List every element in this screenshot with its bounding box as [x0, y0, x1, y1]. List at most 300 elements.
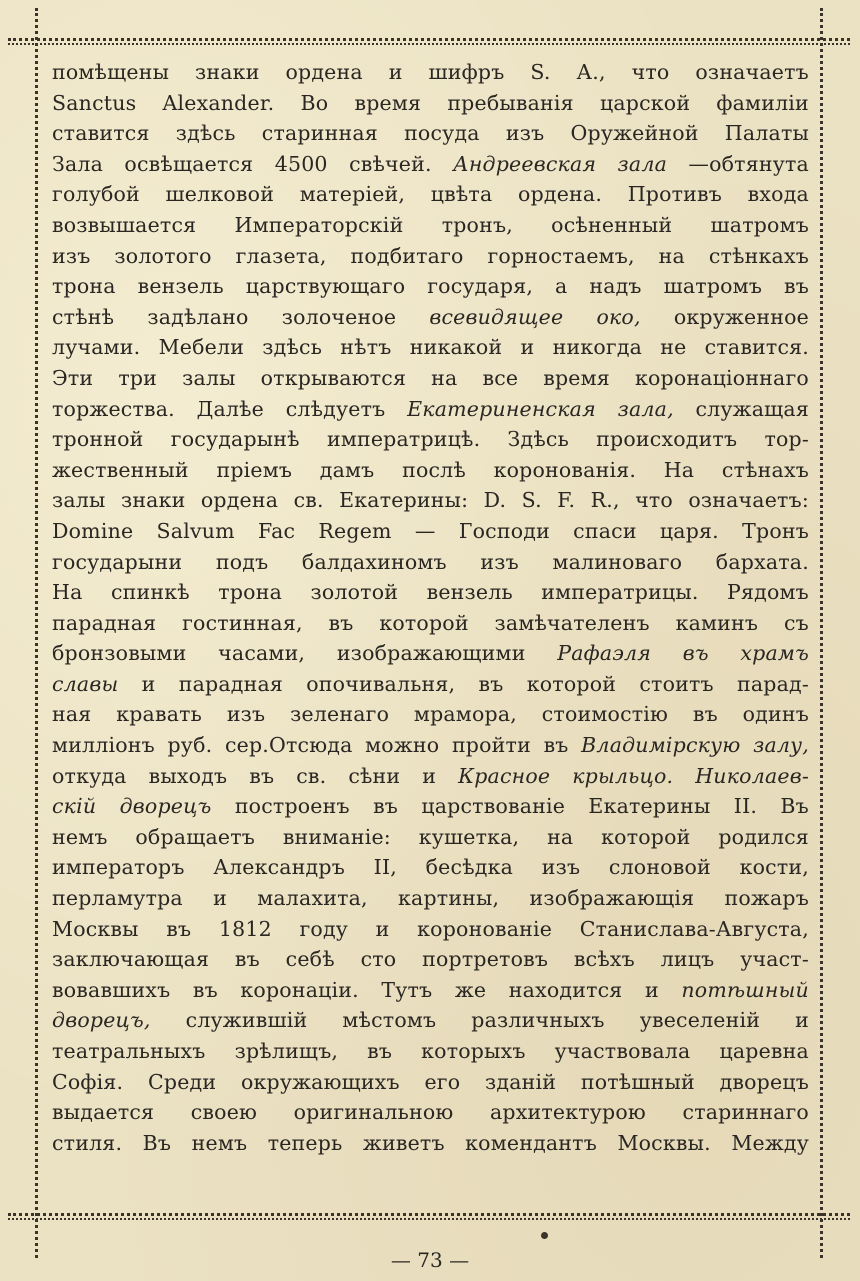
word: означаетъ: — [688, 488, 809, 513]
word: выдается — [52, 1100, 155, 1125]
word: коронованіе — [417, 916, 553, 941]
word: стиля. — [52, 1130, 123, 1155]
word: Господи — [458, 518, 550, 543]
word: находится — [508, 977, 623, 1002]
word: R., — [590, 488, 620, 513]
word: S. — [530, 60, 551, 84]
word: пребыванія — [447, 90, 574, 115]
page-number: — 73 — — [390, 1248, 470, 1272]
word: нѣтъ — [340, 335, 392, 360]
word: ордена. — [518, 182, 603, 207]
word: родился — [718, 824, 809, 849]
word: Здѣсь — [507, 427, 569, 452]
word: же — [454, 977, 487, 1002]
word: стоитъ — [639, 671, 714, 696]
body-text — [52, 57, 809, 1158]
word: фамиліи — [716, 90, 809, 115]
word: шелковой — [165, 182, 275, 207]
word: скій — [52, 794, 97, 819]
word: знаки — [195, 60, 260, 84]
word: можно — [365, 733, 440, 758]
word: милліонъ — [52, 733, 155, 758]
word: въ — [192, 977, 218, 1002]
word: послѣ — [402, 457, 466, 482]
word: участвовала — [554, 1039, 691, 1063]
word: построенъ — [234, 794, 350, 819]
text-line — [52, 363, 809, 394]
word: государынѣ — [170, 427, 300, 452]
text-line — [52, 883, 809, 914]
word: ордена — [285, 60, 363, 84]
word: малиноваго — [552, 549, 683, 574]
word: въ — [478, 671, 504, 696]
word: служащая — [695, 396, 809, 421]
word: цвѣта — [430, 182, 493, 207]
word: здѣсь — [262, 335, 323, 360]
word: ставится. — [704, 335, 809, 360]
word: пріемъ — [216, 457, 293, 482]
word: откуда — [52, 763, 127, 788]
word: и — [422, 763, 437, 788]
word: Александръ — [213, 855, 345, 880]
word: дамъ — [319, 457, 375, 482]
word: Софія. — [52, 1069, 124, 1094]
word: часами, — [218, 641, 306, 666]
word: задѣлано — [147, 304, 249, 329]
word: сѣни — [348, 763, 401, 788]
word: око, — [596, 304, 641, 329]
word: въ — [373, 794, 399, 819]
word: увеселеній — [639, 1008, 761, 1033]
word: замѣчателенъ — [494, 610, 650, 635]
word: стѣнкахъ — [708, 243, 809, 268]
word: императоръ — [52, 855, 185, 880]
word: шатромъ — [710, 212, 809, 237]
word: комендантъ — [465, 1130, 597, 1155]
word: свѣчей. — [349, 151, 432, 176]
word: въ — [328, 610, 354, 635]
word: II. — [733, 794, 758, 819]
word: крыльцо. — [572, 763, 674, 788]
text-line — [52, 761, 809, 792]
word: Николаев- — [695, 763, 809, 788]
word: время — [354, 90, 422, 115]
word: въ — [234, 947, 260, 972]
word: Красное — [458, 763, 551, 788]
word: осѣненный — [551, 212, 673, 237]
word: кости, — [739, 855, 809, 880]
word: слѣдуетъ — [285, 396, 386, 421]
word: своею — [190, 1100, 258, 1125]
word: зеленаго — [290, 702, 390, 727]
word: обращаетъ — [135, 824, 256, 849]
word: Мебели — [158, 335, 245, 360]
text-line — [52, 394, 809, 425]
word: парадная — [178, 671, 284, 696]
word: парад- — [737, 671, 809, 696]
word: вовавшихъ — [52, 977, 171, 1002]
word: шифръ — [428, 60, 505, 84]
word: служившій — [185, 1008, 308, 1033]
word: золотой — [310, 580, 399, 605]
word: государыни — [52, 549, 183, 574]
text-line — [52, 57, 809, 88]
text-line — [52, 516, 809, 547]
word: живетъ — [362, 1130, 445, 1155]
word: потѣшный — [681, 977, 809, 1002]
word: слоновой — [608, 855, 711, 880]
word: изображающія — [529, 886, 695, 911]
word: золоченое — [281, 304, 397, 329]
text-line — [52, 1067, 809, 1098]
word: что — [635, 488, 673, 513]
word: бронзовыми — [52, 641, 187, 666]
word: Зала — [52, 151, 104, 176]
word: съ — [783, 610, 809, 635]
word: а — [554, 274, 568, 299]
word: Владимірскую — [581, 733, 741, 758]
word: теперь — [267, 1130, 343, 1155]
text-line — [52, 914, 809, 945]
word: участ- — [740, 947, 809, 972]
word: Москвы. — [617, 1130, 711, 1155]
word: тронной — [52, 427, 144, 452]
word: на — [547, 824, 574, 849]
word: означаетъ — [695, 60, 809, 84]
word: его — [424, 1069, 461, 1094]
word: руб. — [167, 733, 213, 758]
word: всѣхъ — [573, 947, 635, 972]
word: и — [375, 916, 390, 941]
word: всевидящее — [429, 304, 564, 329]
word: время — [543, 365, 610, 390]
word: не — [660, 335, 687, 360]
word: лучами. — [52, 335, 141, 360]
word: изображающими — [336, 641, 526, 666]
word: залу, — [753, 733, 809, 758]
word: все — [482, 365, 519, 390]
text-line — [52, 730, 809, 761]
word: въ — [692, 702, 718, 727]
word: никакой — [409, 335, 503, 360]
word: коронованія. — [493, 457, 637, 482]
word: тор- — [764, 427, 809, 452]
word: F. — [557, 488, 576, 513]
word: перламутра — [52, 886, 183, 911]
text-line — [52, 699, 809, 730]
word: храмъ — [740, 641, 809, 666]
top-dotted-rule-inner — [8, 43, 850, 45]
word: малахита, — [257, 886, 368, 911]
word: изъ — [541, 855, 581, 880]
text-line — [52, 485, 809, 516]
word: въ — [249, 763, 275, 788]
word: царствующаго — [245, 274, 406, 299]
word: Екатериненская — [407, 396, 596, 421]
word: изъ — [52, 243, 91, 268]
word: коронаціи. — [240, 977, 359, 1002]
word: различныхъ — [471, 1008, 605, 1033]
word: которой — [601, 824, 691, 849]
text-line — [52, 88, 809, 119]
word: и — [213, 886, 227, 911]
word: вензель — [426, 580, 513, 605]
word: матеріей, — [299, 182, 406, 207]
word: Тронъ — [742, 518, 809, 543]
word: Эти — [52, 365, 94, 390]
word: св. — [296, 763, 327, 788]
word: Regem — [318, 518, 392, 543]
word: вниманіе: — [282, 824, 391, 849]
word: кушетка, — [418, 824, 520, 849]
word: золотого — [114, 243, 212, 268]
word: въ — [367, 1039, 393, 1063]
word: немъ — [191, 1130, 248, 1155]
word: архитектурою — [490, 1100, 646, 1125]
word: царствованіе — [421, 794, 566, 819]
word: Станислава-Августа, — [579, 916, 809, 941]
text-line — [52, 118, 809, 149]
word: спаси — [573, 518, 637, 543]
word: изъ — [505, 121, 545, 146]
word: подъ — [215, 549, 269, 574]
word: зала, — [617, 396, 674, 421]
word: каминъ — [675, 610, 759, 635]
word: которой — [379, 610, 469, 635]
word: пожаръ — [724, 886, 809, 911]
word: стоимостію — [541, 702, 669, 727]
word: въ — [783, 274, 809, 299]
word: заключающая — [52, 947, 210, 972]
word: Андреевская — [453, 151, 597, 176]
word: ная — [52, 702, 92, 727]
word: трона — [52, 274, 116, 299]
word: мѣстомъ — [342, 1008, 437, 1033]
word: 1812 — [218, 916, 272, 941]
word: дворецъ, — [52, 1008, 151, 1033]
word: знаки — [120, 488, 186, 513]
word: торжества. — [52, 396, 175, 421]
word: балдахиномъ — [301, 549, 447, 574]
word: лицъ — [660, 947, 715, 972]
word: Далѣе — [196, 396, 265, 421]
word: сер.Отсюда — [224, 733, 353, 758]
text-line — [52, 1128, 809, 1159]
text-line — [52, 791, 809, 822]
word: ордена — [200, 488, 279, 513]
text-line — [52, 302, 809, 333]
word: императрицѣ. — [326, 427, 481, 452]
word: изъ — [480, 549, 519, 574]
word: году — [299, 916, 349, 941]
word: Fac — [258, 518, 296, 543]
word: и — [141, 671, 156, 696]
word: стѣнахъ — [721, 457, 809, 482]
word: изъ — [226, 702, 266, 727]
word: II, — [373, 855, 397, 880]
text-line — [52, 332, 809, 363]
word: и — [388, 60, 403, 84]
text-line — [52, 271, 809, 302]
word: Рафаэля — [557, 641, 652, 666]
word: никогда — [552, 335, 643, 360]
text-line — [52, 547, 809, 578]
word: зрѣлищъ, — [234, 1039, 339, 1063]
word: залы — [52, 488, 106, 513]
word: Палаты — [724, 121, 809, 146]
word: А., — [576, 60, 606, 84]
word: старинная — [261, 121, 378, 146]
word: мрамора, — [413, 702, 517, 727]
word: три — [118, 365, 158, 390]
word: происходитъ — [596, 427, 738, 452]
word: надъ — [589, 274, 642, 299]
text-line — [52, 424, 809, 455]
text-line — [52, 149, 809, 180]
word: что — [631, 60, 670, 84]
word: царевна — [719, 1039, 809, 1063]
word: стариннаго — [682, 1100, 809, 1125]
word: на — [658, 243, 685, 268]
word: бесѣдка — [425, 855, 514, 880]
word: окруженное — [673, 304, 809, 329]
ink-dot — [541, 1232, 548, 1239]
text-line — [52, 852, 809, 883]
word: открываются — [260, 365, 407, 390]
bottom-dotted-rule-inner — [8, 1218, 850, 1220]
word: парадная — [52, 610, 157, 635]
word: портретовъ — [422, 947, 549, 972]
word: Sanctus — [52, 90, 137, 115]
word: посуда — [404, 121, 480, 146]
word: одинъ — [742, 702, 809, 727]
word: Между — [731, 1130, 809, 1155]
word: театральныхъ — [52, 1039, 206, 1063]
word: зданій — [485, 1069, 557, 1094]
word: царя. — [659, 518, 719, 543]
top-dotted-rule — [8, 38, 850, 41]
word: ставится — [52, 121, 150, 146]
word: опочивальня, — [306, 671, 456, 696]
word: коронаціоннаго — [634, 365, 809, 390]
word: окружающихъ — [240, 1069, 400, 1094]
word: Екатерины: — [339, 488, 469, 513]
word: здѣсь — [175, 121, 236, 146]
word: Екатерины — [588, 794, 711, 819]
word: потѣшный — [580, 1069, 695, 1094]
word: и — [795, 1008, 809, 1033]
word: зала — [617, 151, 668, 176]
word: — — [414, 518, 436, 543]
word: которыхъ — [421, 1039, 526, 1063]
word: трона — [218, 580, 282, 605]
word: вензель — [137, 274, 224, 299]
text-line — [52, 944, 809, 975]
word: Salvum — [156, 518, 235, 543]
word: голубой — [52, 182, 140, 207]
word: Во — [300, 90, 329, 115]
word: Рядомъ — [727, 580, 809, 605]
text-line — [52, 577, 809, 608]
word: себѣ — [285, 947, 335, 972]
word: освѣщается — [124, 151, 254, 176]
word: и — [644, 977, 659, 1002]
word: въ — [682, 641, 709, 666]
word: которой — [526, 671, 617, 696]
word: тронъ, — [441, 212, 513, 237]
text-line — [52, 179, 809, 210]
word: Domine — [52, 518, 134, 543]
word: Москвы — [52, 916, 139, 941]
word: 4500 — [274, 151, 328, 176]
word: На — [52, 580, 83, 605]
word: возвышается — [52, 212, 197, 237]
word: стѣнѣ — [52, 304, 115, 329]
text-line — [52, 975, 809, 1006]
text-line — [52, 210, 809, 241]
word: и — [520, 335, 535, 360]
word: глазета, — [235, 243, 327, 268]
right-dotted-rule — [820, 8, 823, 1258]
word: кравать — [116, 702, 203, 727]
word: Въ — [142, 1130, 172, 1155]
left-dotted-rule — [35, 8, 38, 1258]
word: славы — [52, 671, 119, 696]
word: Alexander. — [162, 90, 275, 115]
text-line — [52, 1036, 809, 1067]
word: помѣщены — [52, 60, 170, 84]
word: Императорскій — [234, 212, 404, 237]
word: Тутъ — [381, 977, 433, 1002]
text-line — [52, 1005, 809, 1036]
word: входа — [747, 182, 809, 207]
word: сто — [360, 947, 397, 972]
word: въ — [543, 733, 569, 758]
text-line — [52, 638, 809, 669]
word: немъ — [52, 824, 108, 849]
word: на — [431, 365, 458, 390]
word: жественный — [52, 457, 189, 482]
word: D. — [483, 488, 507, 513]
word: На — [663, 457, 695, 482]
text-line — [52, 822, 809, 853]
word: дворецъ — [119, 794, 212, 819]
word: царской — [599, 90, 691, 115]
word: подбитаго — [350, 243, 464, 268]
text-line — [52, 455, 809, 486]
word: шатромъ — [663, 274, 763, 299]
word: бархата. — [715, 549, 809, 574]
text-line — [52, 1097, 809, 1128]
word: св. — [293, 488, 324, 513]
word: пройти — [451, 733, 531, 758]
bottom-dotted-rule — [8, 1213, 850, 1216]
word: Оружейной — [570, 121, 699, 146]
text-line — [52, 241, 809, 272]
word: горностаемъ, — [487, 243, 635, 268]
word: Противъ — [627, 182, 723, 207]
word: S. — [521, 488, 542, 513]
word: залы — [182, 365, 236, 390]
word: въ — [166, 916, 192, 941]
text-line — [52, 669, 809, 700]
word: дворецъ — [719, 1069, 809, 1094]
word: Среди — [148, 1069, 217, 1094]
word: императрицы. — [541, 580, 699, 605]
text-line — [52, 608, 809, 639]
word: государя, — [427, 274, 534, 299]
word: картины, — [398, 886, 500, 911]
